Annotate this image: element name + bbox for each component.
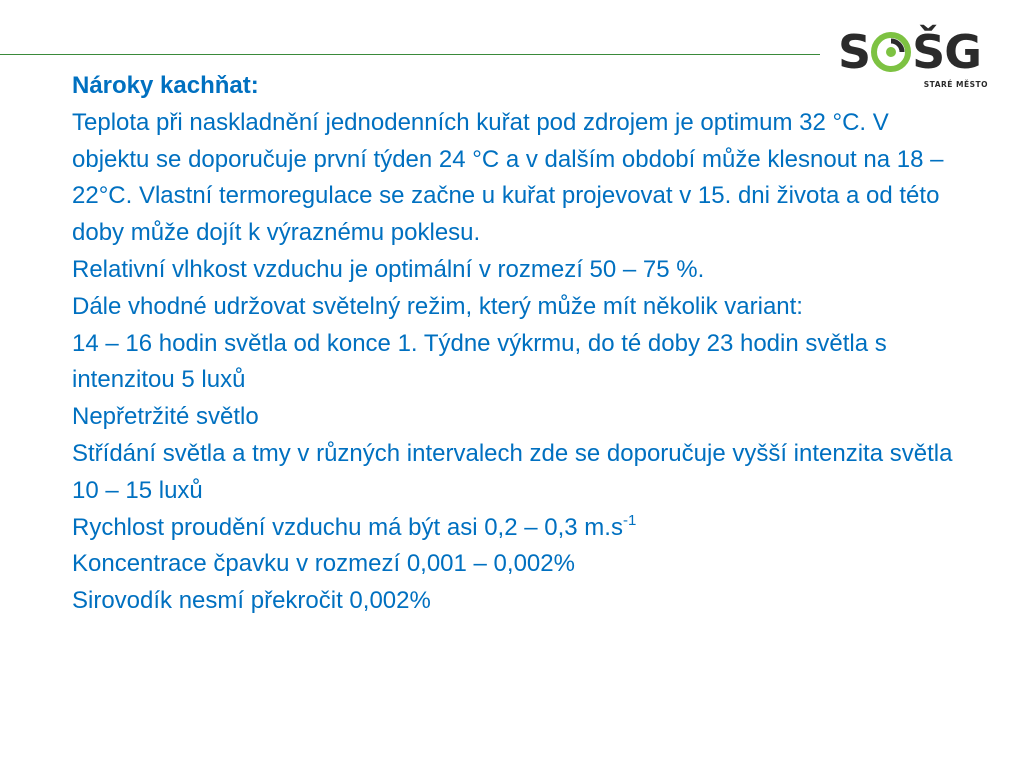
- airflow-exponent: -1: [622, 511, 637, 529]
- logo-letter-s-caron: Š: [912, 25, 945, 79]
- ammonia-paragraph: Koncentrace čpavku v rozmezí 0,001 – 0,002%: [72, 550, 575, 578]
- temperature-paragraph: Teplota při naskladnění jednodenních kuřat pod zdrojem je optimum 32 °C. V objektu se doporučuje první týden 24 °C a v dalším období může klesnout na 18 – 22°C. Vlastní termoregulace se začne u kuřat projevovat v 15. dni života a od této doby může dojít k výraznému poklesu.: [72, 108, 944, 247]
- logo-swirl-icon: [871, 32, 911, 72]
- humidity-paragraph: Relativní vlhkost vzduchu je optimální v rozmezí 50 – 75 %.: [72, 255, 705, 283]
- airflow-paragraph: [72, 510, 972, 547]
- airflow-text: Rychlost proudění vzduchu má být asi 0,2 – 0,3 m.s: [72, 513, 623, 541]
- light-variant-2: Nepřetržité světlo: [72, 403, 259, 431]
- light-regime-paragraph: Dále vhodné udržovat světelný režim, který může mít několik variant:: [72, 292, 803, 320]
- logo-letter-g: G: [944, 25, 982, 79]
- content-heading: Nároky kachňat:: [72, 72, 259, 99]
- header-divider: [0, 54, 820, 55]
- logo-subtitle: STARÉ MĚSTO: [923, 80, 988, 89]
- hydrogen-sulfide-paragraph: Sirovodík nesmí překročit 0,002%: [72, 587, 431, 615]
- logo-letter-s: S: [838, 25, 871, 79]
- slide-content: [72, 68, 972, 620]
- light-variant-3: Střídání světla a tmy v různých intervalech zde se doporučuje vyšší intenzita světla 10 – 15 luxů: [72, 439, 953, 504]
- light-variant-1: 14 – 16 hodin světla od konce 1. Týdne výkrmu, do té doby 23 hodin světla s intenzitou 5 luxů: [72, 329, 887, 394]
